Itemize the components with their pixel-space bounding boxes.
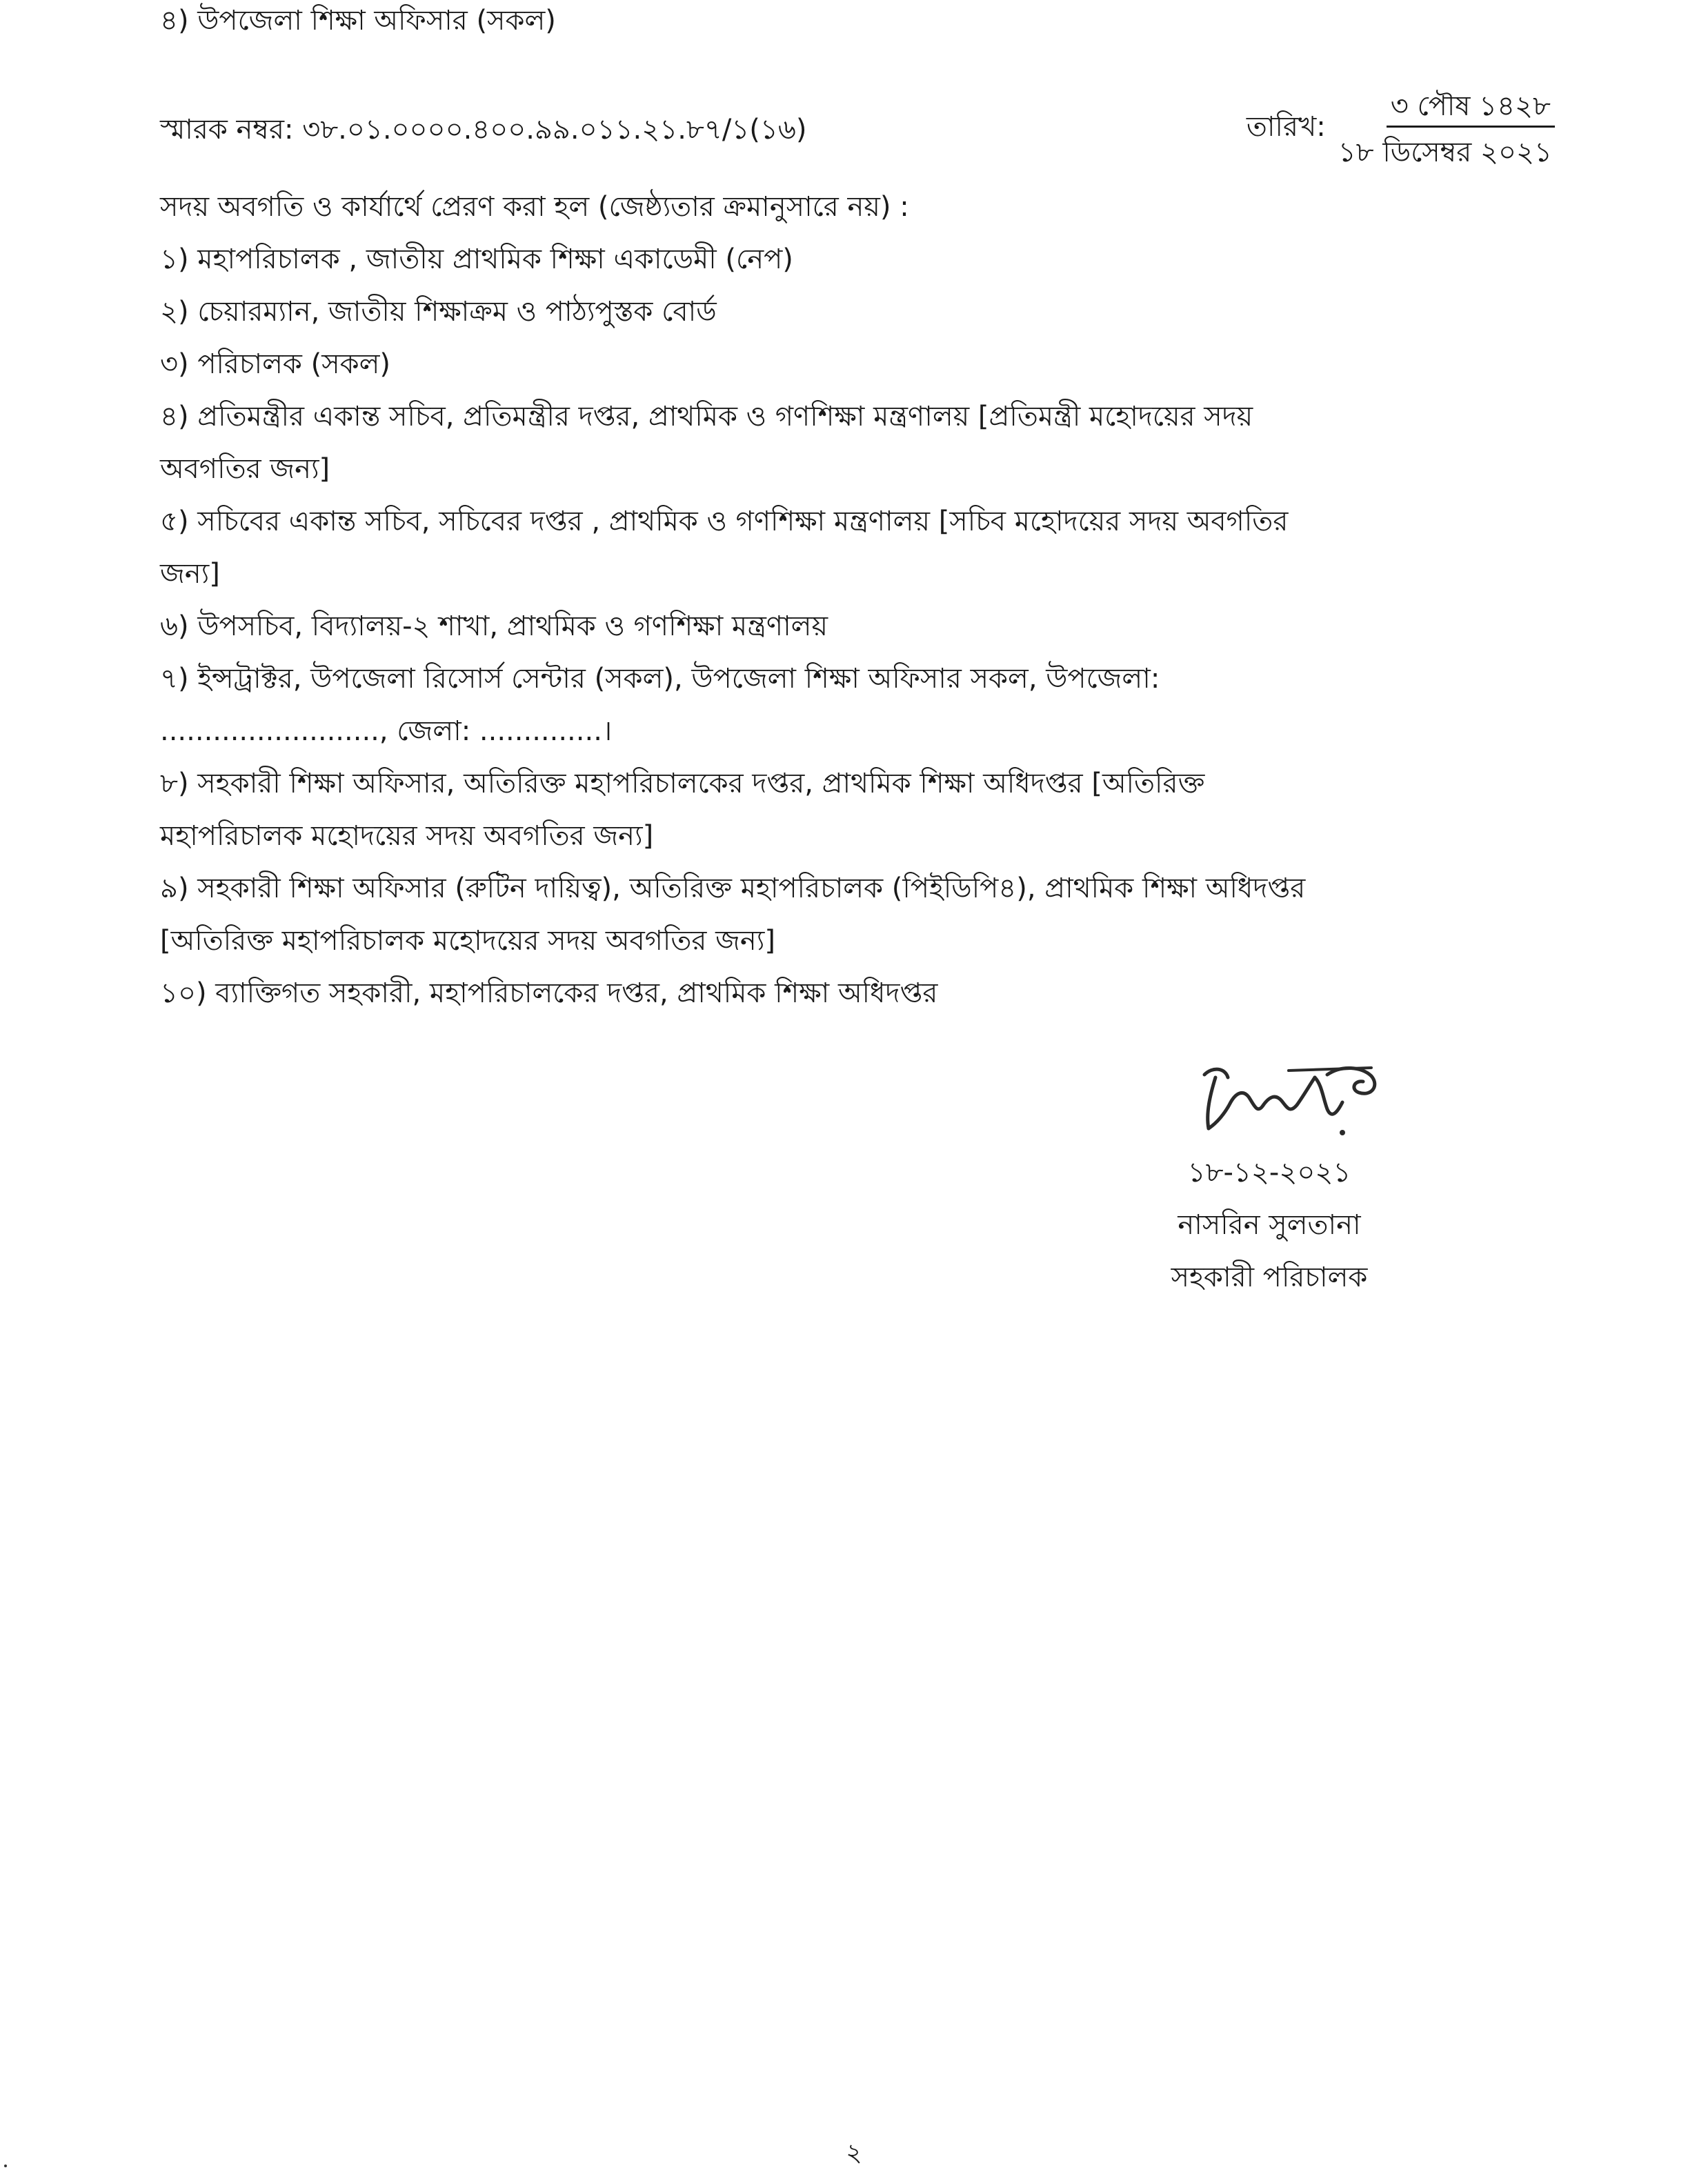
list-line: ৫) সচিবের একান্ত সচিব, সচিবের দপ্তর , প্রাথমিক ও গণশিক্ষা মন্ত্রণালয় [সচিব মহোদয়ের সদয় অবগতির [160, 506, 1289, 537]
list-line: ৮) সহকারী শিক্ষা অফিসার, অতিরিক্ত মহাপরিচালকের দপ্তর, প্রাথমিক শিক্ষা অধিদপ্তর [অতিরিক্ত [160, 768, 1205, 799]
memo-number: স্মারক নম্বর: ৩৮.০১.০০০০.৪০০.৯৯.০১১.২১.৮৭/১(১৬) [160, 114, 807, 146]
list-line: জন্য] [160, 558, 220, 590]
top-distribution-item: ৪) উপজেলা শিক্ষা অফিসার (সকল) [160, 5, 556, 37]
list-line: ৩) পরিচালক (সকল) [160, 348, 391, 380]
signature-date: ১৮-১২-২০২১ [1187, 1157, 1351, 1188]
handwritten-signature [1185, 1047, 1392, 1144]
scan-mark [4, 2165, 7, 2167]
date-label: তারিখ: [1246, 111, 1326, 143]
intro-text: সদয় অবগতি ও কার্যার্থে প্রেরণ করা হল (জেষ্ঠ্যতার ক্রমানুসারে নয়) : [160, 191, 909, 223]
list-line: ৬) উপসচিব, বিদ্যালয়-২ শাখা, প্রাথমিক ও গণশিক্ষা মন্ত্রণালয় [160, 610, 828, 642]
date-block [1247, 88, 1555, 170]
list-line: ৪) প্রতিমন্ত্রীর একান্ত সচিব, প্রতিমন্ত্রীর দপ্তর, প্রাথমিক ও গণশিক্ষা মন্ত্রণালয় [প্রতিমন্ত্রী মহোদয়ের সদয় [160, 401, 1253, 432]
date-bangla: ৩ পৌষ ১৪২৮ [1387, 88, 1555, 128]
list-line: অবগতির জন্য] [160, 453, 330, 485]
date-gregorian: ১৮ ডিসেম্বর ২০২১ [1338, 137, 1552, 168]
signatory-name: নাসরিন সুলতানা [1178, 1209, 1361, 1241]
signature-block [1104, 1146, 1435, 1304]
list-line: ........................., জেলা: ..............। [160, 715, 613, 747]
list-line: ১) মহাপরিচালক , জাতীয় প্রাথমিক শিক্ষা একাডেমী (নেপ) [160, 243, 793, 275]
list-line: ৯) সহকারী শিক্ষা অফিসার (রুটিন দায়িত্ব), অতিরিক্ত মহাপরিচালক (পিইডিপি৪), প্রাথমিক শিক্ষা অধিদপ্তর [160, 873, 1306, 904]
list-line: ১০) ব্যাক্তিগত সহকারী, মহাপরিচালকের দপ্তর, প্রাথমিক শিক্ষা অধিদপ্তর [160, 977, 938, 1009]
list-line: ২) চেয়ারম্যান, জাতীয় শিক্ষাক্রম ও পাঠ্যপুস্তক বোর্ড [160, 296, 717, 328]
list-line: [অতিরিক্ত মহাপরিচালক মহোদয়ের সদয় অবগতির জন্য] [160, 925, 775, 957]
date-values [1335, 88, 1555, 170]
list-line: ৭) ইন্সট্রাক্টর, উপজেলা রিসোর্স সেন্টার (সকল), উপজেলা শিক্ষা অফিসার সকল, উপজেলা: [160, 663, 1160, 695]
page-number: ২ [846, 2139, 862, 2167]
list-line: মহাপরিচালক মহোদয়ের সদয় অবগতির জন্য] [160, 820, 654, 852]
signatory-designation: সহকারী পরিচালক [1171, 1262, 1368, 1293]
